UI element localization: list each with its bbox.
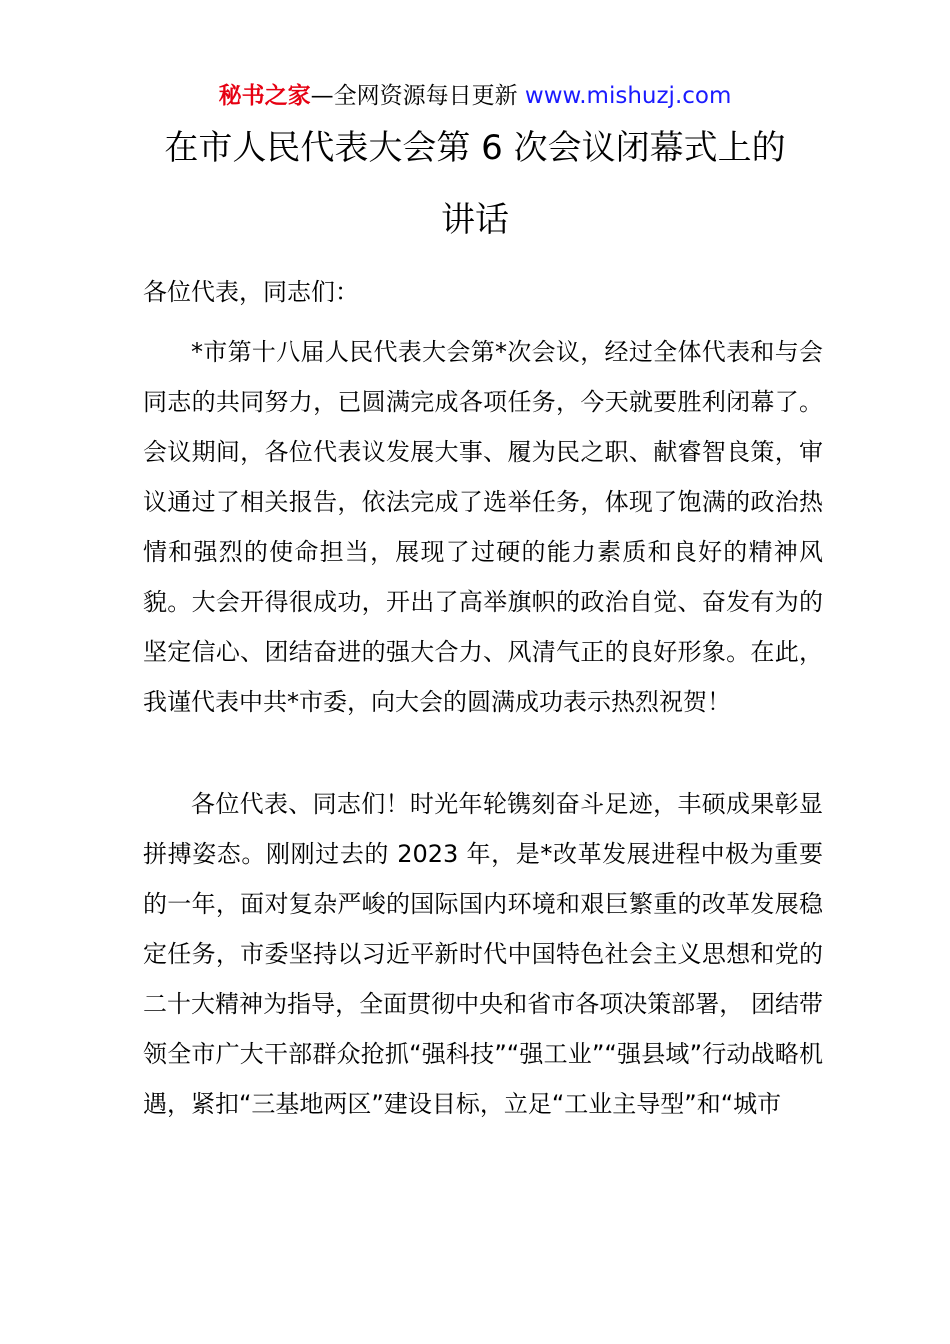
- paragraph-2: 各位代表、同志们！时光年轮镌刻奋斗足迹，丰硕成果彰显拼搏姿态。刚刚过去的 2023 年，是*改革发展进程中极为重要的一年，面对复杂严峻的国际国内环境和艰巨繁重的改革发展稳定任务，市委坚持以习近平新时代中国特色社会主义思想和党的二十大精神为指导，全面贯彻中央和省市各项决策部署， 团结带领全市广大干部群众抢抓“强科技”“强工业”“强县域”行动战略机遇，紧扣“三基地两区”建设目标，立足“工业主导型”和“城市: [143, 790, 823, 1118]
- salutation: 各位代表，同志们：: [143, 278, 359, 306]
- document-title-line-2: 讲话: [441, 200, 509, 240]
- site-url-link[interactable]: www.mishuzj.com: [524, 83, 732, 109]
- banner-tagline: —全网资源每日更新: [310, 83, 525, 109]
- paragraph-1: *市第十八届人民代表大会第*次会议，经过全体代表和与会同志的共同努力，已圆满完成各项任务，今天就要胜利闭幕了。会议期间，各位代表议发展大事、履为民之职、献睿智良策，审议通过了相关报告，依法完成了选举任务，体现了饱满的政治热情和强烈的使命担当，展现了过硬的能力素质和良好的精神风貌。大会开得很成功，开出了高举旗帜的政治自觉、奋发有为的坚定信心、团结奋进的强大合力、风清气正的良好形象。在此，我谨代表中共*市委，向大会的圆满成功表示热烈祝贺！: [143, 338, 823, 716]
- site-banner: [0, 80, 950, 112]
- document-title-line-1: 在市人民代表大会第 6 次会议闭幕式上的: [164, 128, 786, 168]
- brand-name: 秘书之家: [218, 83, 311, 109]
